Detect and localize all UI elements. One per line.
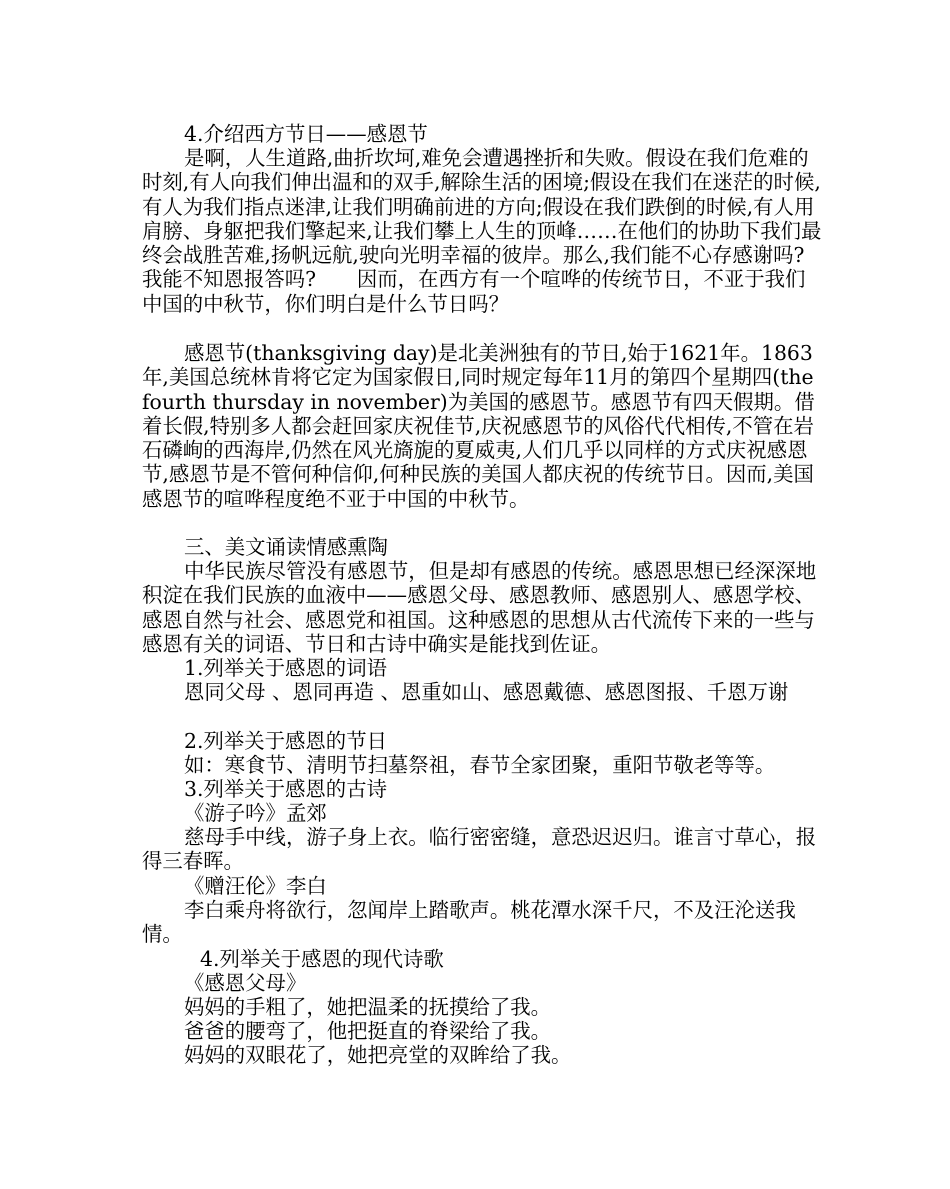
modern-poem-line: 妈妈的双眼花了，她把亮堂的双眸给了我。 — [184, 1043, 572, 1067]
poem-text-youziyin: 慈母手中线，游子身上衣。临行密密缝，意恐迟迟归。谁言寸草心，报得三春晖。 — [142, 825, 817, 874]
modern-poem-line: 爸爸的腰弯了，他把挺直的脊梁给了我。 — [184, 1019, 552, 1043]
poem-title-zengwanglun: 《赠汪伦》李白 — [184, 874, 327, 898]
modern-poem-title: 《感恩父母》 — [184, 971, 307, 995]
paragraph-festivals: 如：寒食节、清明节扫墓祭祖，春节全家团聚，重阳节敬老等等。 — [184, 753, 776, 777]
heading-festivals: 2.列举关于感恩的节日 — [184, 729, 387, 753]
paragraph-words: 恩同父母 、恩同再造 、恩重如山、感恩戴德、感恩图报、千恩万谢 — [184, 680, 789, 704]
section-heading-intro: 4.介绍西方节日——感恩节 — [184, 122, 428, 146]
poem-title-youziyin: 《游子吟》孟郊 — [184, 801, 327, 825]
modern-poem-line: 妈妈的手粗了，她把温柔的抚摸给了我。 — [184, 995, 552, 1019]
heading-modern-poems: 4.列举关于感恩的现代诗歌 — [200, 947, 444, 971]
poem-text-zengwanglun: 李白乘舟将欲行，忽闻岸上踏歌声。桃花潭水深千尺，不及汪沦送我情。 — [142, 898, 796, 947]
paragraph-thanksgiving: 感恩节(thanksgiving day)是北美洲独有的节日,始于1621年。1863年,美国总统林肯将它定为国家假日,同时规定每年11月的第四个星期四(the fourth thursday in november)为美国的感恩节。感恩节有四天假期。借着长假,特别多人都会赶回家庆祝佳节,庆祝感恩节的风俗代代相传,不管在岩石磷峋的西海岸,仍然在风光旖旎的夏威夷,人们几乎以同样的方式庆祝感恩节,感恩节是不管何种信仰,何种民族的美国人都庆祝的传统节日。因而,美国感恩节的喧哗程度绝不亚于中国的中秋节。 — [142, 341, 821, 511]
heading-poems: 3.列举关于感恩的古诗 — [184, 777, 387, 801]
paragraph-intro: 是啊，人生道路,曲折坎坷,难免会遭遇挫折和失败。假设在我们危难的时刻,有人向我们伸出温和的双手,解除生活的困境;假设在我们在迷茫的时候,有人为我们指点迷津,让我们明确前进的方向;假设在我们跌倒的时候,有人用肩膀、身躯把我们擎起来,让我们攀上人生的顶峰……在他们的协助下我们最终会战胜苦难,扬帆远航,驶向光明幸福的彼岸。那么,我们能不心存感谢吗?我能不知恩报答吗? 因而，在西方有一个喧哗的传统节日，不亚于我们中国的中秋节，你们明白是什么节日吗？ — [142, 146, 822, 316]
section-heading-recitation: 三、美文诵读情感熏陶 — [184, 535, 388, 559]
paragraph-tradition: 中华民族尽管没有感恩节，但是却有感恩的传统。感恩思想已经深深地积淀在我们民族的血液中——感恩父母、感恩教师、感恩别人、感恩学校、感恩自然与社会、感恩党和祖国。这种感恩的思想从古代流传下来的一些与感恩有关的词语、节日和古诗中确实是能找到佐证。 — [142, 559, 817, 656]
heading-words: 1.列举关于感恩的词语 — [184, 656, 387, 680]
